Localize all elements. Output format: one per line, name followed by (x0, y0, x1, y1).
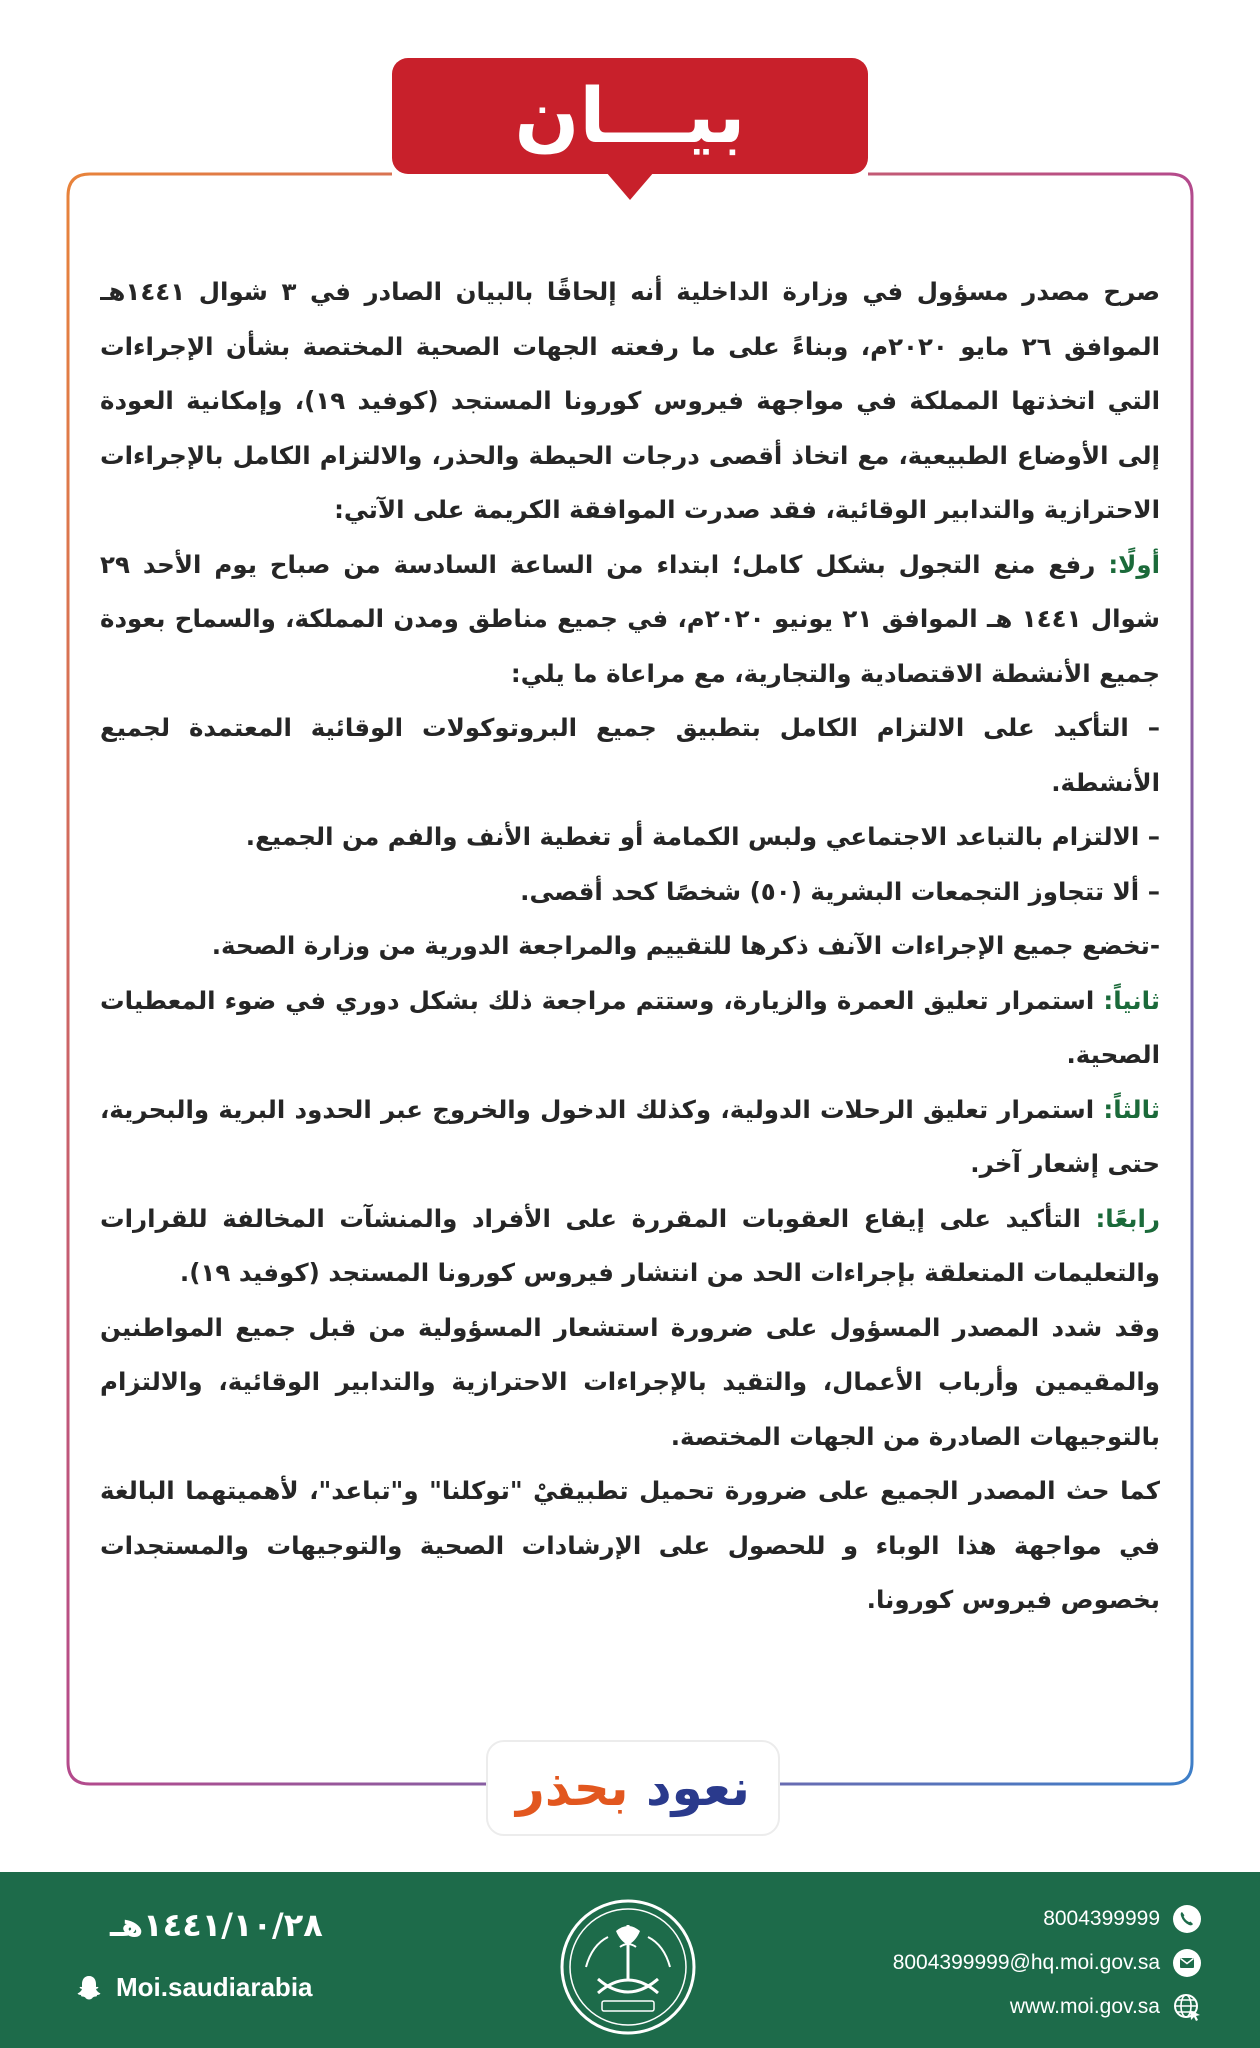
phone-number: 8004399999 (1043, 1907, 1160, 1930)
intro-paragraph: صرح مصدر مسؤول في وزارة الداخلية أنه إلحاقًا بالبيان الصادر في ٣ شوال ١٤٤١هـ الموافق ٢٦ مايو ٢٠٢٠م، وبناءً على ما رفعته الجهات الصحية المختصة بشأن الإجراءات التي اتخذتها المملكة في مواجهة فيروس كورونا المستجد (كوفيد ١٩)، وإمكانية العودة إلى الأوضاع الطبيعية، مع اتخاذ أقصى درجات الحيطة والحذر، والالتزام الكامل بالإجراءات الاحترازية والتدابير الوقائية، فقد صدرت الموافقة الكريمة على الآتي: (100, 277, 1160, 524)
review-note: -تخضع جميع الإجراءات الآنف ذكرها للتقييم والمراجعة الدورية من وزارة الصحة. (211, 931, 1160, 960)
point-second (100, 974, 1160, 1083)
point-second-heading: ثانياً: (1103, 985, 1160, 1015)
contact-email[interactable] (682, 1946, 1202, 1980)
bullet-gatherings: – ألا تتجاوز التجمعات البشرية (٥٠) شخصًا كحد أقصى. (100, 865, 1160, 920)
point-third-heading: ثالثاً: (1103, 1094, 1160, 1124)
footer-bar (0, 1872, 1260, 2048)
contact-website[interactable] (682, 1990, 1202, 2024)
social-handle-text: Moi.saudiarabia (116, 1972, 313, 2002)
point-fourth (100, 1192, 1160, 1301)
hijri-date: ١٤٤١/١٠/٢٨هـ (110, 1906, 323, 1944)
point-second-text: استمرار تعليق العمرة والزيارة، وستتم مراجعة ذلك بشكل دوري في ضوء المعطيات الصحية. (100, 985, 1160, 1069)
bullet-protocols: – التأكيد على الالتزام الكامل بتطبيق جميع البروتوكولات الوقائية المعتمدة لجميع الأنشطة. (100, 701, 1160, 810)
apps-paragraph: كما حث المصدر الجميع على ضرورة تحميل تطبيقيْ "توكلنا" و"تباعد"، لأهميتهما البالغة في مواجهة هذا الوباء و للحصول على الإرشادات الصحية والتوجيهات والمستجدات بخصوص فيروس كورونا. (100, 1476, 1160, 1614)
statement-body (100, 265, 1160, 1655)
point-first-text: رفع منع التجول بشكل كامل؛ ابتداء من الساعة السادسة من صباح يوم الأحد ٢٩ شوال ١٤٤١ هـ الموافق ٢١ يونيو ٢٠٢٠م، في جميع مناطق ومدن المملكة، والسماح بعودة جميع الأنشطة الاقتصادية والتجارية، مع مراعاة ما يلي: (100, 549, 1160, 688)
slogan-word-caution: بحذر (516, 1759, 629, 1817)
point-first (100, 538, 1160, 702)
website-url: www.moi.gov.sa (1009, 1995, 1160, 2018)
point-third-text: استمرار تعليق الرحلات الدولية، وكذلك الدخول والخروج عبر الحدود البرية والبحرية، حتى إشعار آخر. (100, 1094, 1160, 1178)
envelope-icon (1172, 1948, 1202, 1978)
snapchat-ghost-icon (74, 1973, 104, 2003)
saudi-emblem-icon (558, 1897, 698, 2037)
point-fourth-text: التأكيد على إيقاع العقوبات المقررة على الأفراد والمنشآت المخالفة للقرارات والتعليمات المتعلقة بإجراءات الحد من انتشار فيروس كورونا المستجد (كوفيد ١٩). (100, 1203, 1160, 1287)
bullet-distancing: – الالتزام بالتباعد الاجتماعي ولبس الكمامة أو تغطية الأنف والفم من الجميع. (100, 810, 1160, 865)
slogan-word-return: نعود (645, 1759, 750, 1817)
statement-title: بيـــان (392, 58, 868, 174)
phone-icon (1172, 1904, 1202, 1934)
responsibility-paragraph: وقد شدد المصدر المسؤول على ضرورة استشعار المسؤولية من قبل جميع المواطنين والمقيمين وأرباب الأعمال، والتقيد بالإجراءات الاحترازية والتدابير الوقائية، والالتزام بالتوجيهات الصادرة من الجهات المختصة. (100, 1312, 1160, 1451)
contact-list (682, 1902, 1202, 2024)
point-fourth-heading: رابعًا: (1095, 1203, 1160, 1233)
email-address: 8004399999@hq.moi.gov.sa (892, 1951, 1160, 1974)
social-handle[interactable] (74, 1972, 313, 2003)
slogan-logo (486, 1740, 780, 1836)
slogan-text (516, 1759, 750, 1817)
globe-icon (1172, 1992, 1202, 2022)
contact-phone[interactable] (682, 1902, 1202, 1936)
point-third (100, 1083, 1160, 1192)
point-first-heading: أولًا: (1108, 549, 1160, 579)
